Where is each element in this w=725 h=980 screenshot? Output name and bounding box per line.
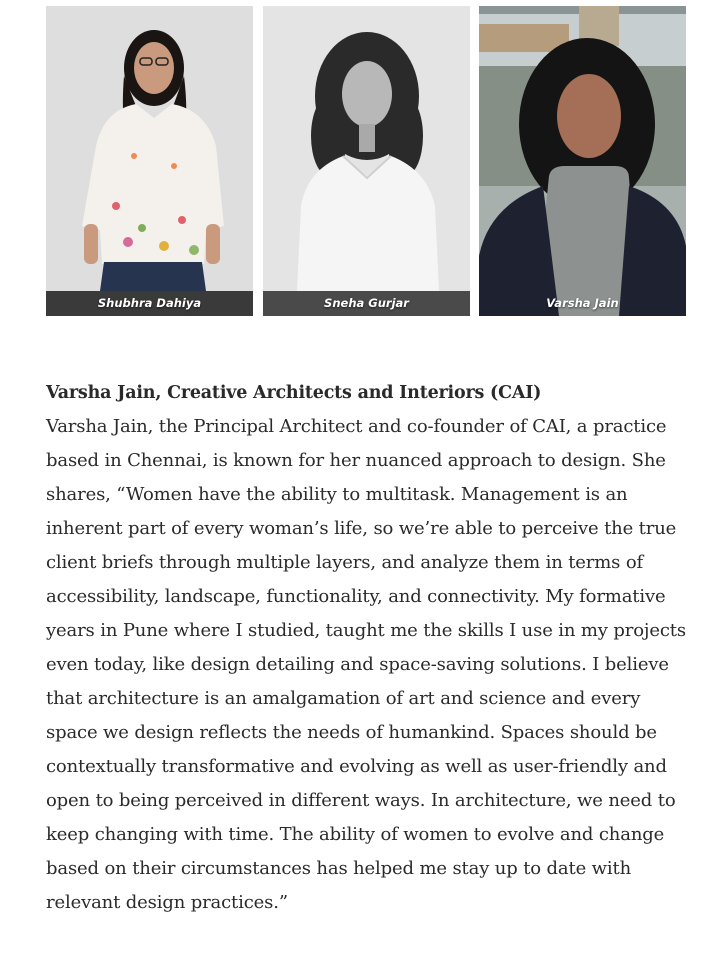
article-paragraph: Varsha Jain, the Principal Architect and co-founder of CAI, a practice based in Chennai, is known for her nuanced approach to design. She shares, “Women have the ability to multitask. Management is an inherent part of every woman’s life, so we’re able to perceive the true client briefs through multiple layers, and analyze them in terms of accessibility, landscape, functionality, and connectivity. My formative years in Pune where I studied, taught me the skills I use in my projects even today, like design detailing and space-saving solutions. I believe that architecture is an amalgamation of art and science and every space we design reflects the needs of humankind. Spaces should be contextually transformative and evolving as well as user-friendly and open to being perceived in different ways. In architecture, we need to keep changing with time. The ability of women to evolve and change based on their circumstances has helped me stay up to date with relevant design practices.” xyxy=(46,416,686,913)
portrait-image xyxy=(479,6,686,316)
portrait-image xyxy=(263,6,470,316)
portrait-image xyxy=(46,6,253,316)
article-section xyxy=(46,376,696,920)
portrait-caption: Sneha Gurjar xyxy=(324,296,409,310)
portrait-caption: Shubhra Dahiya xyxy=(97,296,202,310)
portrait-gallery xyxy=(46,6,686,316)
portrait-caption: Varsha Jain xyxy=(546,296,619,310)
portrait-sneha-gurjar xyxy=(263,6,470,316)
portrait-shubhra-dahiya xyxy=(46,6,253,316)
section-heading: Varsha Jain, Creative Architects and Interiors (CAI) xyxy=(46,383,542,403)
portrait-varsha-jain xyxy=(479,6,686,316)
